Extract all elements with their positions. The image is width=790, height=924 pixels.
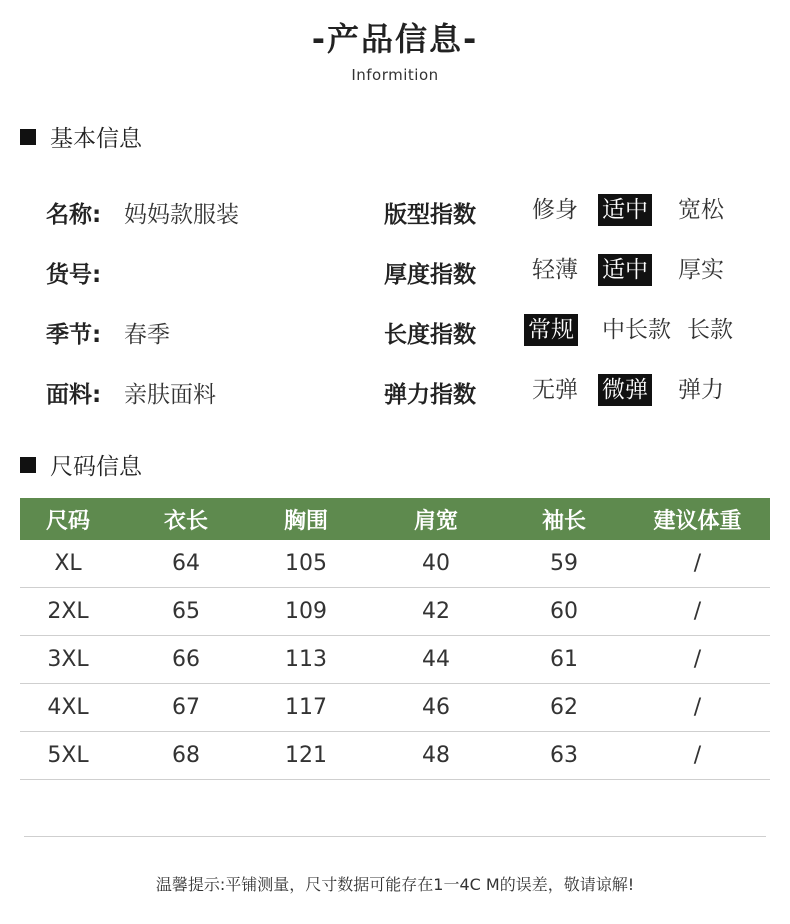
- table-cell: 65: [172, 599, 200, 624]
- index-option: 弹力: [678, 377, 724, 403]
- index-option: 宽松: [678, 197, 724, 223]
- table-cell: 2XL: [47, 599, 89, 624]
- table-cell: /: [693, 551, 702, 576]
- basic-info-row: [0, 310, 790, 350]
- table-cell: XL: [54, 551, 82, 576]
- size-table-header: [20, 498, 770, 540]
- column-header: 衣长: [163, 508, 208, 534]
- index-option: 修身: [532, 197, 578, 223]
- index-option-selected: 微弹: [598, 374, 652, 406]
- index-option: 无弹: [532, 377, 578, 403]
- page-header: [0, 18, 790, 84]
- square-bullet-icon: [20, 129, 36, 145]
- column-header: 袖长: [541, 508, 586, 534]
- square-bullet-icon: [20, 457, 36, 473]
- index-option: 长款: [687, 317, 733, 343]
- table-cell: /: [693, 743, 702, 768]
- table-cell: 63: [550, 743, 578, 768]
- section-size-info: [20, 448, 142, 481]
- index-option: 厚实: [678, 257, 724, 283]
- column-header: 胸围: [283, 508, 328, 534]
- index-option-selected: 常规: [524, 314, 578, 346]
- index-label: 长度指数: [384, 322, 476, 348]
- column-header: 建议体重: [653, 508, 742, 534]
- table-cell: 4XL: [47, 695, 89, 720]
- table-cell: 42: [422, 599, 450, 624]
- index-option: 中长款: [602, 317, 671, 343]
- table-cell: 105: [285, 551, 327, 576]
- column-header: 尺码: [45, 508, 90, 534]
- table-cell: 48: [422, 743, 450, 768]
- table-cell: 113: [285, 647, 327, 672]
- info-value: 妈妈款服装: [124, 202, 239, 228]
- info-value: 亲肤面料: [124, 382, 216, 408]
- table-cell: 60: [550, 599, 578, 624]
- page-title: -产品信息-: [311, 20, 479, 58]
- table-row: [20, 540, 770, 588]
- table-cell: /: [693, 599, 702, 624]
- index-option-selected: 适中: [598, 194, 652, 226]
- divider: [24, 836, 766, 837]
- table-cell: 40: [422, 551, 450, 576]
- table-cell: 61: [550, 647, 578, 672]
- size-table: [20, 498, 770, 780]
- table-cell: 67: [172, 695, 200, 720]
- table-cell: 66: [172, 647, 200, 672]
- info-label: 面料:: [46, 382, 102, 408]
- index-label: 弹力指数: [384, 382, 476, 408]
- table-row: [20, 732, 770, 780]
- info-label: 货号:: [46, 262, 102, 288]
- basic-info-row: [0, 190, 790, 230]
- index-option: 轻薄: [532, 257, 578, 283]
- section-size-heading: 尺码信息: [50, 454, 142, 480]
- index-option-selected: 适中: [598, 254, 652, 286]
- table-cell: 117: [285, 695, 327, 720]
- index-label: 厚度指数: [384, 262, 476, 288]
- table-row: [20, 684, 770, 732]
- index-label: 版型指数: [384, 202, 476, 228]
- info-label: 季节:: [46, 322, 102, 348]
- table-row: [20, 588, 770, 636]
- section-basic-info: [20, 120, 142, 153]
- table-row: [20, 636, 770, 684]
- table-cell: 68: [172, 743, 200, 768]
- table-cell: 3XL: [47, 647, 89, 672]
- table-cell: 64: [172, 551, 200, 576]
- table-cell: 44: [422, 647, 450, 672]
- table-cell: 59: [550, 551, 578, 576]
- info-value: 春季: [124, 322, 170, 348]
- table-cell: 46: [422, 695, 450, 720]
- table-cell: 121: [285, 743, 327, 768]
- section-basic-heading: 基本信息: [50, 126, 142, 152]
- table-cell: /: [693, 647, 702, 672]
- table-cell: /: [693, 695, 702, 720]
- basic-info-row: [0, 250, 790, 290]
- table-cell: 62: [550, 695, 578, 720]
- info-label: 名称:: [46, 202, 102, 228]
- page-subtitle: Informition: [351, 66, 439, 84]
- basic-info-row: [0, 370, 790, 410]
- table-cell: 5XL: [47, 743, 89, 768]
- size-table-body: [20, 540, 770, 780]
- table-cell: 109: [285, 599, 327, 624]
- column-header: 肩宽: [413, 508, 458, 534]
- measurement-note: 温馨提示:平铺测量，尺寸数据可能存在1一4C M的误差，敬请谅解!: [155, 875, 635, 894]
